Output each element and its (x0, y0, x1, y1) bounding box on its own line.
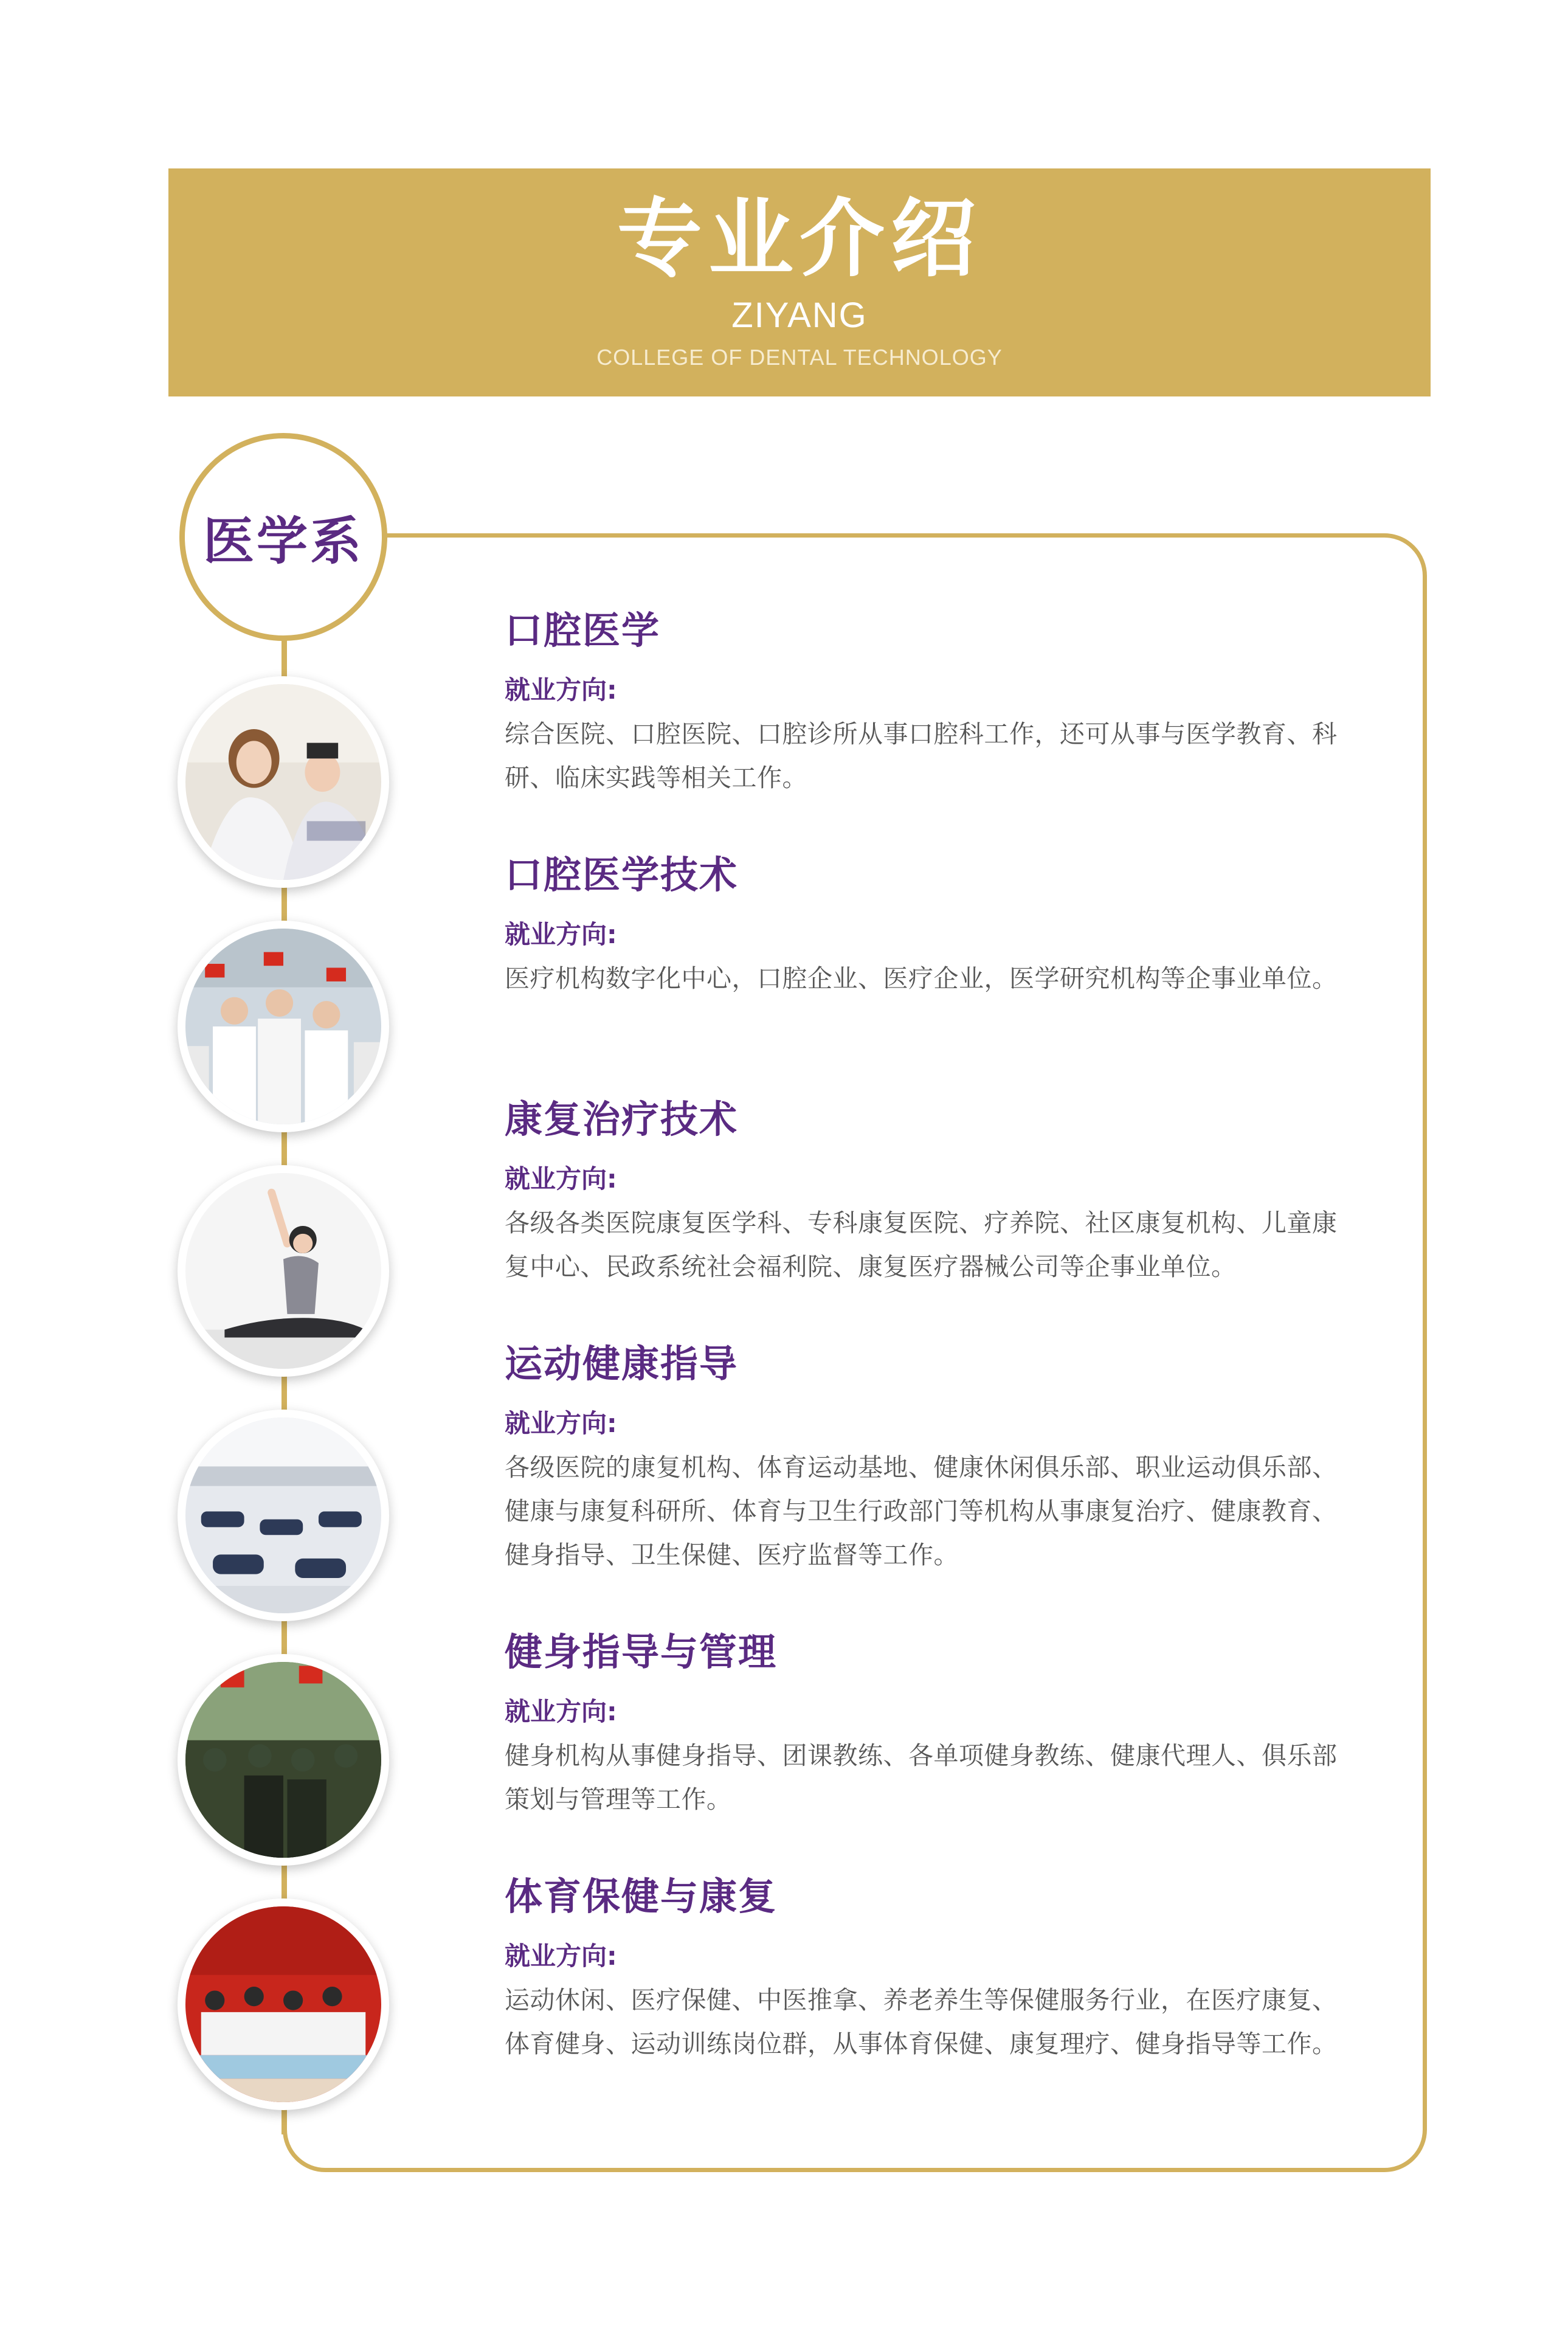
major-section-sports-health-guidance (505, 1341, 1356, 1577)
yoga-stretch-photo (178, 1165, 389, 1377)
major-section-oral-medical-technology (505, 853, 1356, 1000)
employment-label: 就业方向: (505, 1941, 617, 1971)
employment-label: 就业方向: (505, 675, 617, 705)
header-banner (168, 168, 1431, 396)
employment-label: 就业方向: (505, 919, 617, 950)
header-subtitle-college: COLLEGE OF DENTAL TECHNOLOGY (596, 345, 1003, 370)
header-subtitle: ZIYANG (731, 296, 868, 335)
dental-lab-photo (178, 1410, 389, 1621)
major-title: 口腔医学技术 (505, 853, 739, 897)
students-with-flags-photo (178, 921, 389, 1132)
major-section-fitness-management (505, 1630, 1356, 1821)
employment-description: 各级各类医院康复医学科、专科康复医院、疗养院、社区康复机构、儿童康复中心、民政系统社会福利院、康复医疗器械公司等企事业单位。 (505, 1208, 1338, 1281)
stage-performance-photo (178, 1898, 389, 2110)
major-title: 康复治疗技术 (505, 1097, 739, 1141)
employment-label: 就业方向: (505, 1164, 617, 1194)
military-training-photo (178, 1654, 389, 1866)
employment-description: 综合医院、口腔医院、口腔诊所从事口腔科工作，还可从事与医学教育、科研、临床实践等相关工作。 (505, 719, 1338, 792)
dental-students-photo (178, 676, 389, 888)
employment-description: 运动休闲、医疗保健、中医推拿、养老养生等保健服务行业，在医疗康复、体育健身、运动训练岗位群，从事体育保健、康复理疗、健身指导等工作。 (505, 1985, 1338, 2058)
major-title: 体育保健与康复 (505, 1874, 778, 1919)
employment-description: 医疗机构数字化中心，口腔企业、医疗企业，医学研究机构等企事业单位。 (505, 963, 1338, 993)
employment-label: 就业方向: (505, 1408, 617, 1439)
major-section-oral-medicine (505, 608, 1356, 800)
major-section-rehabilitation-therapy (505, 1097, 1356, 1289)
major-section-sports-health-rehabilitation (505, 1874, 1356, 2066)
page-title: 专业介绍 (616, 190, 982, 289)
major-title: 健身指导与管理 (505, 1630, 778, 1674)
major-title: 口腔医学 (505, 608, 661, 652)
employment-description: 各级医院的康复机构、体育运动基地、健康休闲俱乐部、职业运动俱乐部、健康与康复科研所、体育与卫生行政部门等机构从事康复治疗、健康教育、健身指导、卫生保健、医疗监督等工作。 (505, 1452, 1338, 1569)
employment-description: 健身机构从事健身指导、团课教练、各单项健身教练、健康代理人、俱乐部策划与管理等工作。 (505, 1740, 1338, 1814)
major-title: 运动健康指导 (505, 1341, 739, 1386)
employment-label: 就业方向: (505, 1697, 617, 1727)
department-name: 医学系 (202, 511, 364, 571)
department-badge (179, 433, 387, 641)
